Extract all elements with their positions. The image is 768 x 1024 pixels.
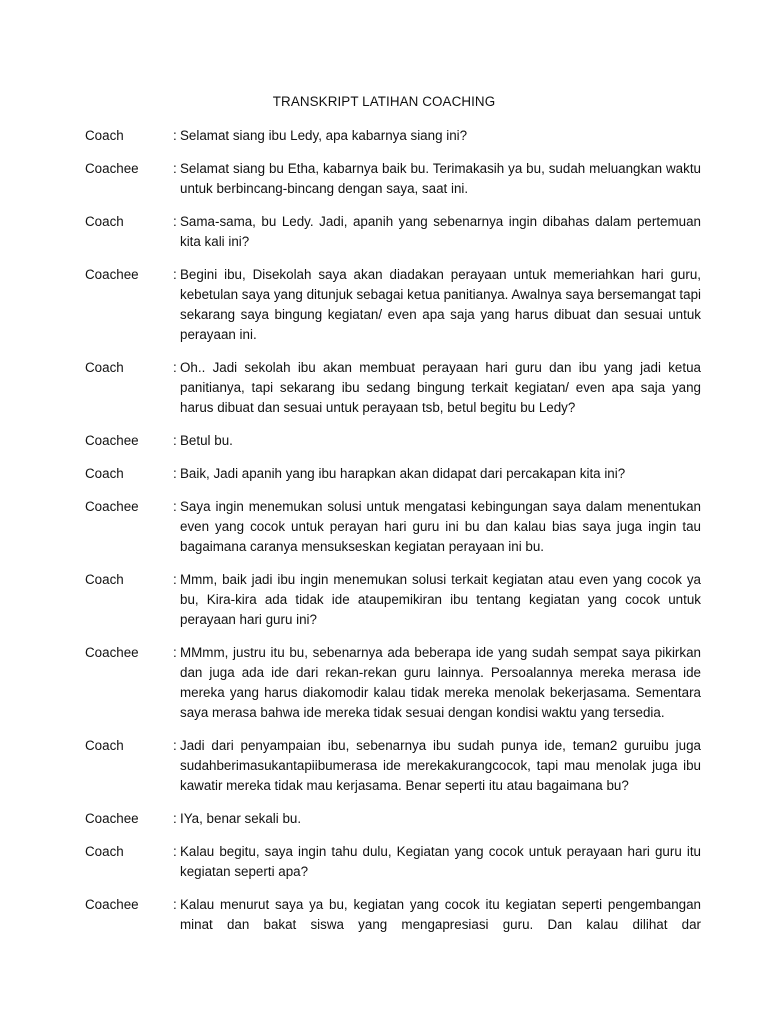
speaker-label: Coachee: [85, 645, 139, 660]
speaker-label: Coach: [85, 360, 124, 375]
separator: :: [173, 433, 177, 448]
speaker-label: Coachee: [85, 897, 139, 912]
speaker-label: Coachee: [85, 811, 139, 826]
utterance-text: Baik, Jadi apanih yang ibu harapkan akan didapat dari percakapan kita ini?: [180, 466, 626, 481]
transcript-entry: [85, 842, 701, 882]
separator: :: [173, 161, 177, 176]
utterance-text: MMmm, justru itu bu, sebenarnya ada beberapa ide yang sudah sempat saya pikirkan dan juga ada ide dari rekan-rekan guru lainnya. Persoalannya mereka merasa ide mereka yang harus diakomodir kalau tidak mereka menolak bekerjasama. Sementara saya merasa bahwa ide mereka tidak sesuai dengan kondisi waktu yang tersedia.: [180, 645, 701, 720]
utterance-text: Saya ingin menemukan solusi untuk mengatasi kebingungan saya dalam menentukan even yang cocok untuk perayan hari guru ini bu dan kalau bias saya juga ingin tau bagaimana caranya mensukseskan kegiatan perayaan ini bu.: [180, 499, 701, 554]
transcript-entry: [85, 431, 701, 451]
separator: :: [173, 466, 177, 481]
transcript-entry: [85, 126, 701, 146]
transcript-entry: [85, 736, 701, 796]
utterance-text: Jadi dari penyampaian ibu, sebenarnya ibu sudah punya ide, teman2 guruibu juga sudahberimasukantapiibumerasa ide merekakurangcocok, tapi mau menolak juga ibu kawatir mereka tidak mau kerjasama. Benar seperti itu atau bagaimana bu?: [180, 738, 701, 793]
utterance-text: Selamat siang ibu Ledy, apa kabarnya siang ini?: [180, 128, 468, 143]
separator: :: [173, 267, 177, 282]
utterance-text: Kalau begitu, saya ingin tahu dulu, Kegiatan yang cocok untuk perayaan hari guru itu kegiatan seperti apa?: [180, 844, 701, 879]
speaker-label: Coachee: [85, 267, 139, 282]
speaker-label: Coach: [85, 738, 124, 753]
transcript: [85, 126, 701, 948]
separator: :: [173, 645, 177, 660]
page-title: TRANSKRIPT LATIHAN COACHING: [272, 94, 496, 109]
utterance-text: Kalau menurut saya ya bu, kegiatan yang cocok itu kegiatan seperti pengembangan minat dan bakat siswa yang mengapresiasi guru. Dan kalau dilihat dar: [180, 897, 701, 932]
speaker-label: Coach: [85, 466, 124, 481]
utterance-text: Oh.. Jadi sekolah ibu akan membuat perayaan hari guru dan ibu yang jadi ketua panitianya, tapi sekarang ibu sedang bingung terkait kegiatan/ even apa saja yang harus dibuat dan sesuai untuk perayaan tsb, betul begitu bu Ledy?: [180, 360, 701, 415]
speaker-label: Coach: [85, 572, 124, 587]
transcript-entry: [85, 809, 701, 829]
speaker-label: Coachee: [85, 161, 139, 176]
separator: :: [173, 572, 177, 587]
transcript-entry: [85, 358, 701, 418]
speaker-label: Coach: [85, 844, 124, 859]
separator: :: [173, 844, 177, 859]
separator: :: [173, 897, 177, 912]
separator: :: [173, 738, 177, 753]
speaker-label: Coach: [85, 128, 124, 143]
speaker-label: Coach: [85, 214, 124, 229]
separator: :: [173, 499, 177, 514]
utterance-text: Mmm, baik jadi ibu ingin menemukan solusi terkait kegiatan atau even yang cocok ya bu, Kira-kira ada tidak ide ataupemikiran ibu tentang kegiatan yang cocok untuk perayaan hari guru ini?: [180, 572, 701, 627]
transcript-entry: [85, 159, 701, 199]
utterance-text: Begini ibu, Disekolah saya akan diadakan perayaan untuk memeriahkan hari guru, kebetulan saya yang ditunjuk sebagai ketua panitianya. Awalnya saya bersemangat tapi sekarang saya bingung kegiatan/ even apa saja yang harus dibuat dan sesuai untuk perayaan ini.: [180, 267, 701, 342]
separator: :: [173, 128, 177, 143]
transcript-entry: [85, 212, 701, 252]
transcript-entry: [85, 265, 701, 345]
transcript-entry: [85, 895, 701, 935]
utterance-text: Sama-sama, bu Ledy. Jadi, apanih yang sebenarnya ingin dibahas dalam pertemuan kita kali ini?: [180, 214, 701, 249]
utterance-text: Selamat siang bu Etha, kabarnya baik bu. Terimakasih ya bu, sudah meluangkan waktu untuk berbincang-bincang dengan saya, saat ini.: [180, 161, 701, 196]
transcript-entry: [85, 464, 701, 484]
transcript-entry: [85, 643, 701, 723]
utterance-text: IYa, benar sekali bu.: [180, 811, 302, 826]
utterance-text: Betul bu.: [180, 433, 233, 448]
speaker-label: Coachee: [85, 433, 139, 448]
speaker-label: Coachee: [85, 499, 139, 514]
transcript-entry: [85, 497, 701, 557]
separator: :: [173, 360, 177, 375]
transcript-entry: [85, 570, 701, 630]
separator: :: [173, 214, 177, 229]
separator: :: [173, 811, 177, 826]
